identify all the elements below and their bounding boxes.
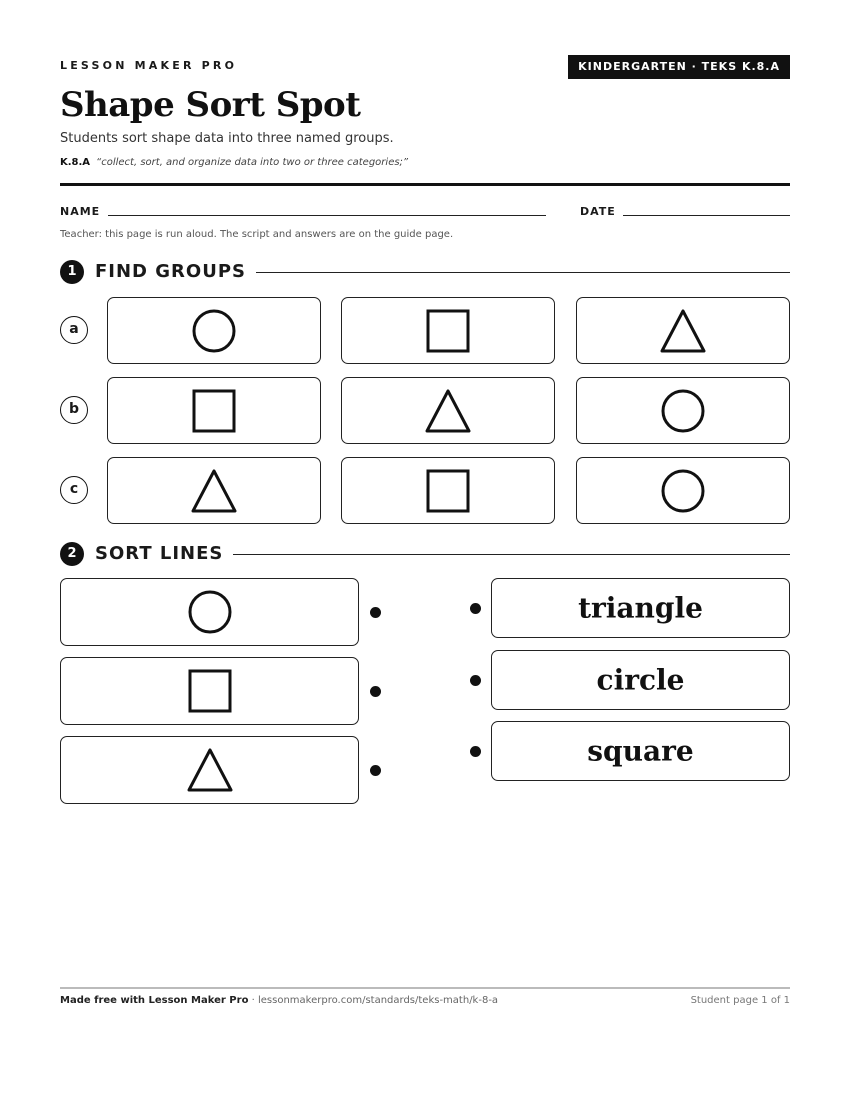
right-match-dot[interactable] [470, 746, 481, 757]
shape-card-a-1[interactable] [107, 297, 321, 364]
footer-page-number: Student page 1 of 1 [690, 995, 790, 1006]
shape-card-b-3[interactable] [576, 377, 790, 444]
shape-card-c-1[interactable] [107, 457, 321, 524]
circle-icon [660, 388, 706, 434]
circle-icon [187, 589, 233, 635]
shape-card-a-2[interactable] [341, 297, 555, 364]
footer-divider [60, 987, 790, 989]
grade-badge: KINDERGARTEN · TEKS K.8.A [568, 55, 790, 79]
sort-word-card[interactable] [491, 650, 790, 710]
left-match-dot[interactable] [370, 765, 381, 776]
section-1-rule [250, 272, 790, 273]
sort-word: circle [596, 663, 685, 697]
page-title: Shape Sort Spot [60, 85, 361, 125]
row-label-b: b [60, 396, 88, 424]
sort-word-card[interactable] [491, 721, 790, 781]
circle-icon [660, 468, 706, 514]
sort-shape-card[interactable] [60, 736, 359, 804]
row-label-a: a [60, 316, 88, 344]
shape-card-c-2[interactable] [341, 457, 555, 524]
right-match-dot[interactable] [470, 603, 481, 614]
triangle-icon [425, 388, 471, 434]
square-icon [425, 468, 471, 514]
name-field[interactable] [108, 215, 546, 216]
section-2-number: 2 [60, 542, 84, 566]
shape-card-c-3[interactable] [576, 457, 790, 524]
sort-word: square [587, 734, 694, 768]
left-match-dot[interactable] [370, 686, 381, 697]
sort-word: triangle [578, 591, 703, 625]
footer-url[interactable]: · lessonmakerpro.com/standards/teks-math/k-8-a [251, 995, 499, 1006]
date-label: DATE [580, 205, 616, 218]
header-divider [60, 183, 790, 186]
section-2-title: SORT LINES [95, 542, 233, 566]
section-1-title: FIND GROUPS [95, 260, 256, 284]
standard-line [60, 157, 408, 168]
square-icon [187, 668, 233, 714]
sort-shape-card[interactable] [60, 578, 359, 646]
footer-made-with: Made free with Lesson Maker Pro [60, 995, 249, 1006]
right-match-dot[interactable] [470, 675, 481, 686]
section-1-number: 1 [60, 260, 84, 284]
circle-icon [191, 308, 237, 354]
shape-card-b-1[interactable] [107, 377, 321, 444]
section-2-header [60, 542, 790, 566]
section-2-rule [226, 554, 790, 555]
standard-code: K.8.A [60, 157, 91, 168]
sort-shape-card[interactable] [60, 657, 359, 725]
section-1-header [60, 260, 790, 284]
shape-card-b-2[interactable] [341, 377, 555, 444]
row-label-c: c [60, 476, 88, 504]
triangle-icon [660, 308, 706, 354]
sort-word-card[interactable] [491, 578, 790, 638]
left-match-dot[interactable] [370, 607, 381, 618]
square-icon [425, 308, 471, 354]
footer-credit [60, 995, 498, 1006]
name-label: NAME [60, 205, 101, 218]
shape-card-a-3[interactable] [576, 297, 790, 364]
brand-name: LESSON MAKER PRO [60, 59, 238, 72]
triangle-icon [191, 468, 237, 514]
page-subtitle: Students sort shape data into three named groups. [60, 131, 394, 146]
date-field[interactable] [623, 215, 790, 216]
teacher-note: Teacher: this page is run aloud. The script and answers are on the guide page. [60, 229, 454, 240]
standard-text: “collect, sort, and organize data into two or three categories;” [96, 157, 409, 168]
square-icon [191, 388, 237, 434]
triangle-icon [187, 747, 233, 793]
